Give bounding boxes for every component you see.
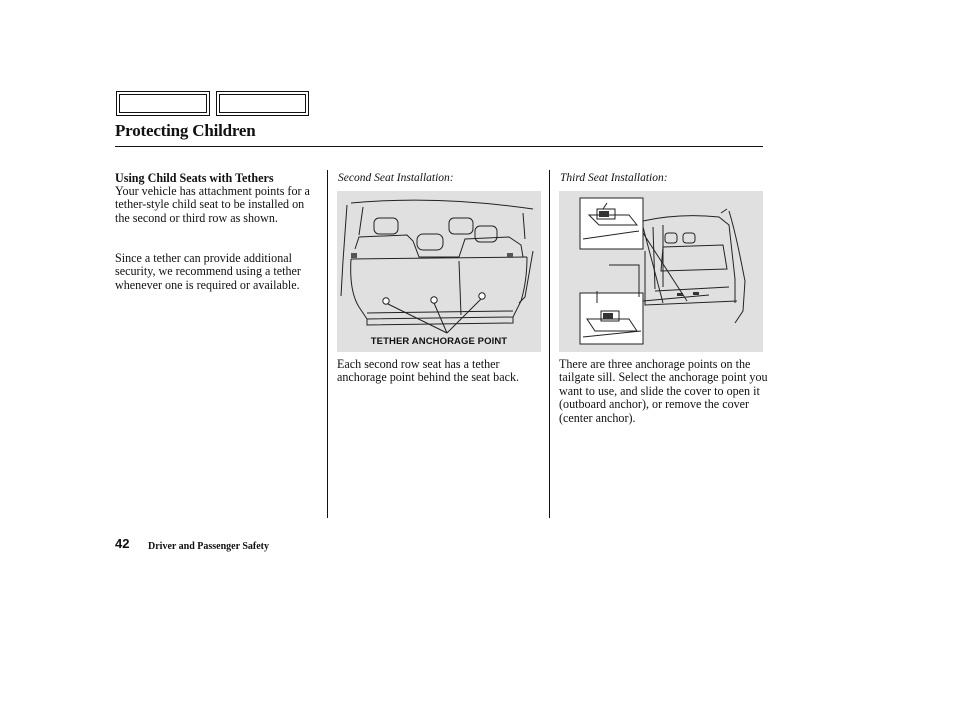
section-heading: Using Child Seats with Tethers	[115, 171, 274, 185]
second-seat-description: Each second row seat has a tether anchorage point behind the seat back.	[337, 357, 520, 385]
third-seat-drawing	[559, 191, 763, 352]
page-number: 42	[115, 536, 130, 551]
second-seat-drawing	[337, 191, 541, 352]
third-seat-caption: Third Seat Installation:	[560, 172, 668, 184]
tether-anchorage-label: TETHER ANCHORAGE POINT	[370, 336, 508, 347]
title-divider	[115, 146, 763, 147]
footer-section-title: Driver and Passenger Safety	[148, 541, 270, 552]
column-divider-2	[549, 170, 550, 518]
second-seat-illustration	[337, 191, 541, 352]
page-title: Protecting Children	[115, 121, 256, 140]
second-seat-caption: Second Seat Installation:	[338, 172, 454, 184]
third-seat-illustration	[559, 191, 763, 352]
column-divider-1	[327, 170, 328, 518]
header-tab-box-left	[116, 91, 210, 116]
recommendation-paragraph: Since a tether can provide additional security, we recommend using a tether whenever one is required or available.	[115, 251, 301, 292]
header-tab-box-right	[216, 91, 309, 116]
intro-paragraph: Your vehicle has attachment points for a tether-style child seat to be installed on the second or third row as shown.	[115, 184, 310, 225]
third-seat-description: There are three anchorage points on the tailgate sill. Select the anchorage point you want to use, and slide the cover to open it (outboard anchor), or remove the cover (center anchor).	[559, 357, 768, 425]
